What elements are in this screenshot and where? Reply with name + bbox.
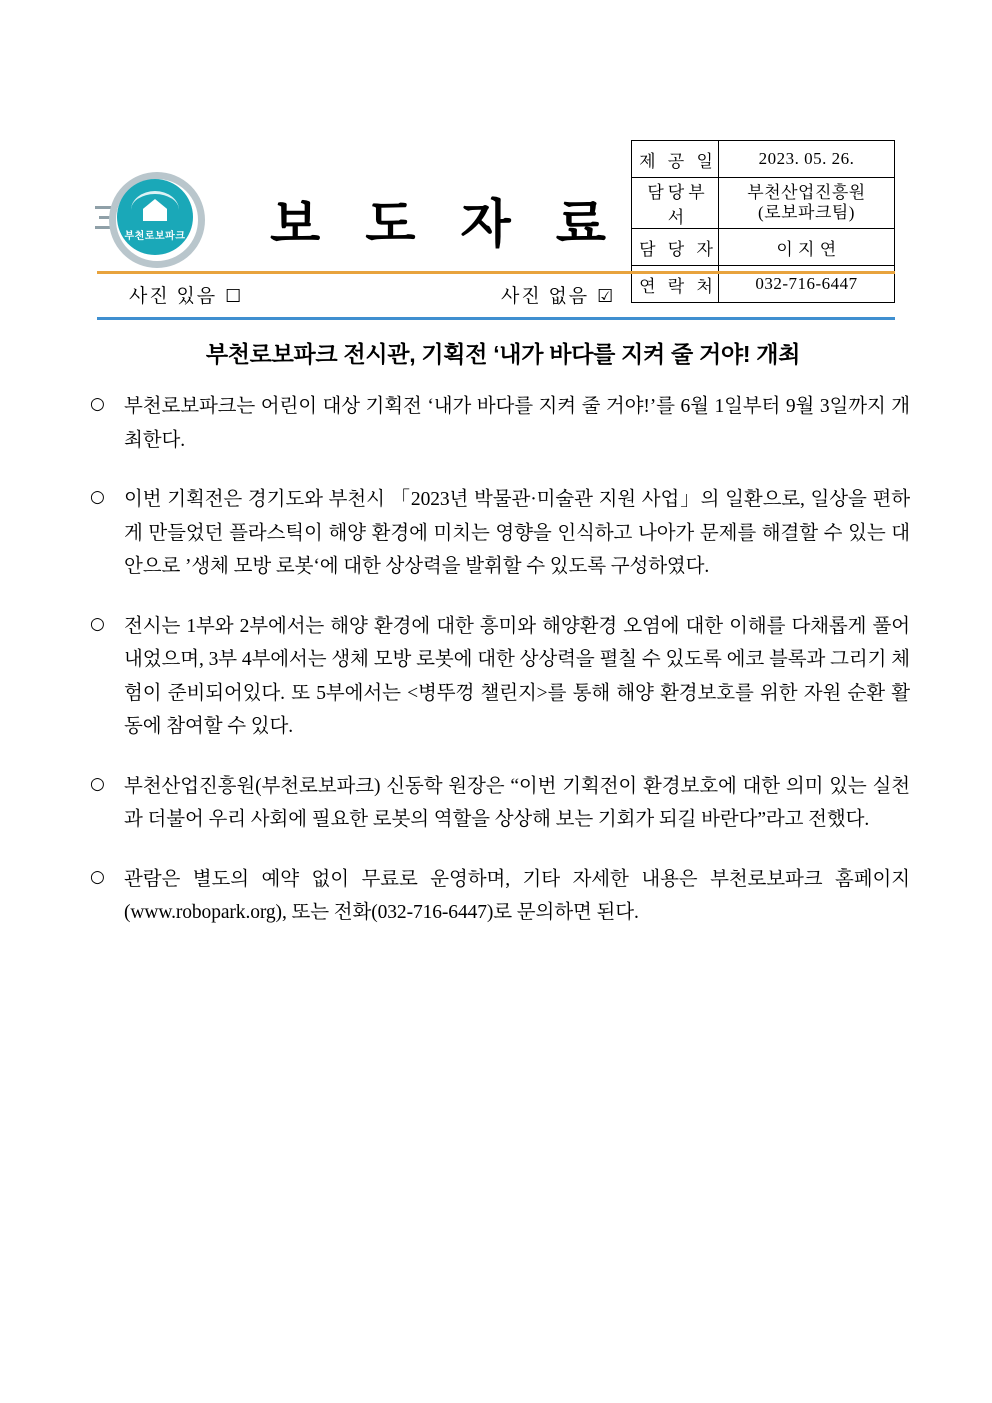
page-title: 보 도 자 료 bbox=[270, 197, 622, 254]
divider-blue bbox=[97, 317, 895, 320]
photo-option-row bbox=[97, 278, 895, 314]
article-body bbox=[88, 390, 910, 956]
table-row bbox=[632, 178, 895, 229]
info-key-department: 담당부서 bbox=[632, 178, 719, 229]
bullet-icon: ○ bbox=[90, 613, 105, 634]
body-paragraph-text: 전시는 1부와 2부에서는 해양 환경에 대한 흥미와 해양환경 오염에 대한 이해를 다채롭게 풀어내었으며, 3부 4부에서는 생체 모방 로봇에 대한 상상력을 펼칠 수 있도록 에코 블록과 그리기 체험이 준비되어있다. 또 5부에서는 <병뚜껑 챌린지>를 통해 해양 환경보호를 위한 자원 순환 활동에 참여할 수 있다. bbox=[124, 615, 910, 738]
bullet-icon: ○ bbox=[90, 866, 105, 887]
bullet-icon: ○ bbox=[90, 773, 105, 794]
info-value-department-sub: (로보파크팀) bbox=[758, 203, 855, 222]
logo-arc bbox=[131, 191, 179, 210]
info-value-manager: 이 지 연 bbox=[719, 229, 895, 266]
body-paragraph bbox=[88, 483, 910, 584]
body-paragraph bbox=[88, 390, 910, 457]
info-value-date: 2023. 05. 26. bbox=[719, 141, 895, 178]
info-key-date: 제 공 일 bbox=[632, 141, 719, 178]
body-paragraph-text: 부천로보파크는 어린이 대상 기획전 ‘내가 바다를 지켜 줄 거야!’를 6월 1일부터 9월 3일까지 개최한다. bbox=[124, 396, 910, 451]
bullet-icon: ○ bbox=[90, 487, 105, 508]
robopark-logo-icon bbox=[95, 170, 225, 265]
info-value-contact: 032-716-6447 bbox=[719, 266, 895, 303]
body-paragraph-text: 부천산업진흥원(부천로보파크) 신동학 원장은 “이번 기획전이 환경보호에 대한 의미 있는 실천과 더불어 우리 사회에 필요한 로봇의 역할을 상상해 보는 기회가 되길 바란다”라고 전했다. bbox=[124, 775, 910, 831]
logo-tick-1 bbox=[95, 206, 111, 209]
body-paragraph bbox=[88, 863, 910, 930]
photo-excluded-option[interactable] bbox=[501, 281, 615, 308]
info-key-manager: 담 당 자 bbox=[632, 229, 719, 266]
article-headline: 부천로보파크 전시관, 기획전 ‘내가 바다를 지켜 줄 거야! 개최 bbox=[205, 341, 801, 367]
table-row bbox=[632, 229, 895, 266]
logo-label: 부천로보파크 bbox=[124, 231, 186, 242]
photo-excluded-label: 사진 없음 bbox=[501, 286, 590, 307]
divider-orange bbox=[97, 271, 895, 274]
logo-disc bbox=[117, 179, 193, 255]
checkbox-unchecked-icon[interactable]: ☐ bbox=[225, 286, 244, 307]
photo-included-option[interactable] bbox=[129, 281, 243, 308]
bullet-icon: ○ bbox=[90, 394, 105, 414]
photo-included-label: 사진 있음 bbox=[129, 286, 218, 307]
checkbox-checked-icon[interactable]: ☑ bbox=[597, 286, 616, 307]
document-header bbox=[0, 60, 992, 296]
table-row bbox=[632, 141, 895, 178]
info-value-department-main: 부천산업진흥원 bbox=[747, 183, 866, 203]
body-paragraph-text: 관람은 별도의 예약 없이 무료로 운영하며, 기타 자세한 내용은 부천로보파크 홈페이지(www.robopark.org), 또는 전화(032-716-6447)로 문의하면 된다. bbox=[124, 868, 910, 924]
body-paragraph bbox=[88, 770, 910, 837]
body-paragraph-text: 이번 기획전은 경기도와 부천시 「2023년 박물관·미술관 지원 사업」의 일환으로, 일상을 편하게 만들었던 플라스틱이 해양 환경에 미치는 영향을 인식하고 나아가 문제를 해결할 수 있는 대안으로 ’생체 모방 로봇‘에 대한 상상력을 발휘할 수 있도록 구성하였다. bbox=[124, 489, 910, 578]
info-key-contact: 연 락 처 bbox=[632, 266, 719, 303]
body-paragraph bbox=[88, 610, 910, 744]
info-value-department bbox=[719, 178, 895, 229]
